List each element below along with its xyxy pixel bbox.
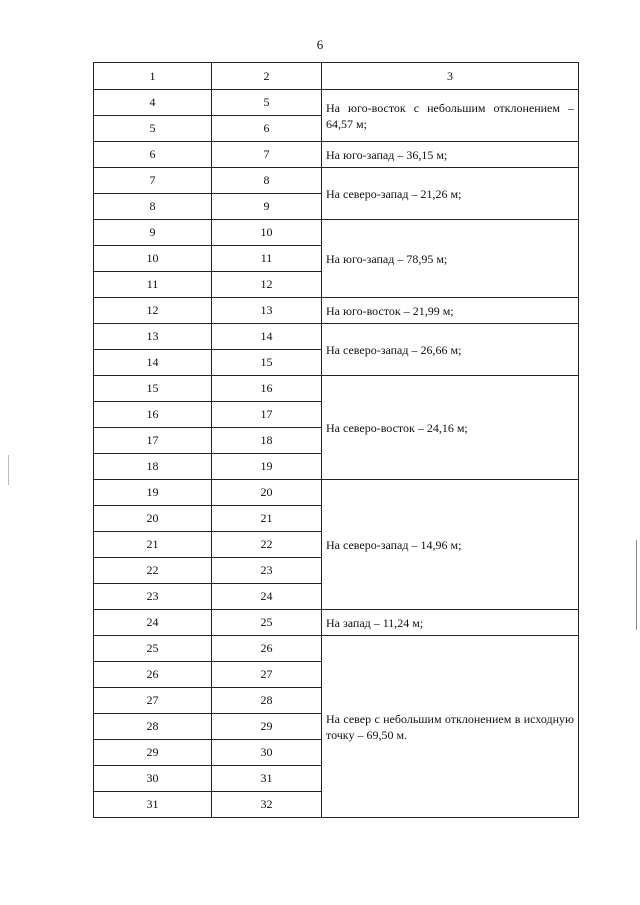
point-from-cell: 29 [94,740,212,766]
table-row [94,90,579,116]
direction-description-cell: На юго-запад – 36,15 м; [322,142,579,168]
point-to-cell: 19 [212,454,322,480]
point-from-cell: 31 [94,792,212,818]
point-from-cell: 28 [94,714,212,740]
scan-edge-mark [636,540,637,630]
point-to-cell: 15 [212,350,322,376]
point-to-cell: 24 [212,584,322,610]
direction-description-cell: На северо-запад – 14,96 м; [322,480,579,610]
point-from-cell: 25 [94,636,212,662]
column-header-from: 1 [94,63,212,90]
point-from-cell: 16 [94,402,212,428]
direction-description-cell: На юго-запад – 78,95 м; [322,220,579,298]
point-from-cell: 10 [94,246,212,272]
point-to-cell: 9 [212,194,322,220]
point-from-cell: 8 [94,194,212,220]
point-from-cell: 9 [94,220,212,246]
point-to-cell: 23 [212,558,322,584]
point-to-cell: 20 [212,480,322,506]
table-row [94,636,579,662]
point-to-cell: 10 [212,220,322,246]
point-from-cell: 30 [94,766,212,792]
point-from-cell: 6 [94,142,212,168]
point-to-cell: 5 [212,90,322,116]
direction-description-cell: На юго-восток – 21,99 м; [322,298,579,324]
point-to-cell: 13 [212,298,322,324]
point-to-cell: 32 [212,792,322,818]
point-from-cell: 22 [94,558,212,584]
point-to-cell: 22 [212,532,322,558]
point-to-cell: 26 [212,636,322,662]
point-to-cell: 28 [212,688,322,714]
point-from-cell: 19 [94,480,212,506]
point-to-cell: 25 [212,610,322,636]
point-to-cell: 18 [212,428,322,454]
table-row [94,220,579,246]
point-to-cell: 12 [212,272,322,298]
point-from-cell: 15 [94,376,212,402]
point-to-cell: 21 [212,506,322,532]
table-row [94,168,579,194]
direction-description-cell: На запад – 11,24 м; [322,610,579,636]
point-to-cell: 8 [212,168,322,194]
point-from-cell: 12 [94,298,212,324]
point-from-cell: 20 [94,506,212,532]
table-row [94,376,579,402]
point-from-cell: 21 [94,532,212,558]
direction-description-cell: На северо-запад – 26,66 м; [322,324,579,376]
direction-description-cell: На северо-запад – 21,26 м; [322,168,579,220]
point-from-cell: 18 [94,454,212,480]
point-to-cell: 11 [212,246,322,272]
direction-description-cell: На северо-восток – 24,16 м; [322,376,579,480]
point-to-cell: 27 [212,662,322,688]
point-from-cell: 11 [94,272,212,298]
point-from-cell: 27 [94,688,212,714]
point-to-cell: 16 [212,376,322,402]
point-to-cell: 17 [212,402,322,428]
table-row [94,142,579,168]
point-from-cell: 26 [94,662,212,688]
point-from-cell: 13 [94,324,212,350]
point-to-cell: 29 [212,714,322,740]
table-row [94,480,579,506]
scan-edge-mark [8,455,9,485]
point-from-cell: 17 [94,428,212,454]
table-row [94,324,579,350]
point-from-cell: 24 [94,610,212,636]
point-to-cell: 31 [212,766,322,792]
direction-description-cell: На юго-восток с небольшим отклонением – 64,57 м; [322,90,579,142]
point-to-cell: 30 [212,740,322,766]
point-to-cell: 7 [212,142,322,168]
table-header-row [94,63,579,90]
column-header-description: 3 [322,63,579,90]
column-header-to: 2 [212,63,322,90]
point-from-cell: 5 [94,116,212,142]
point-from-cell: 7 [94,168,212,194]
table-body [94,90,579,818]
direction-description-cell: На север с небольшим отклонением в исходную точку – 69,50 м. [322,636,579,818]
boundary-table [93,62,579,818]
point-from-cell: 4 [94,90,212,116]
point-from-cell: 23 [94,584,212,610]
table-row [94,610,579,636]
table-row [94,298,579,324]
point-from-cell: 14 [94,350,212,376]
point-to-cell: 14 [212,324,322,350]
point-to-cell: 6 [212,116,322,142]
page-number: 6 [316,37,324,52]
